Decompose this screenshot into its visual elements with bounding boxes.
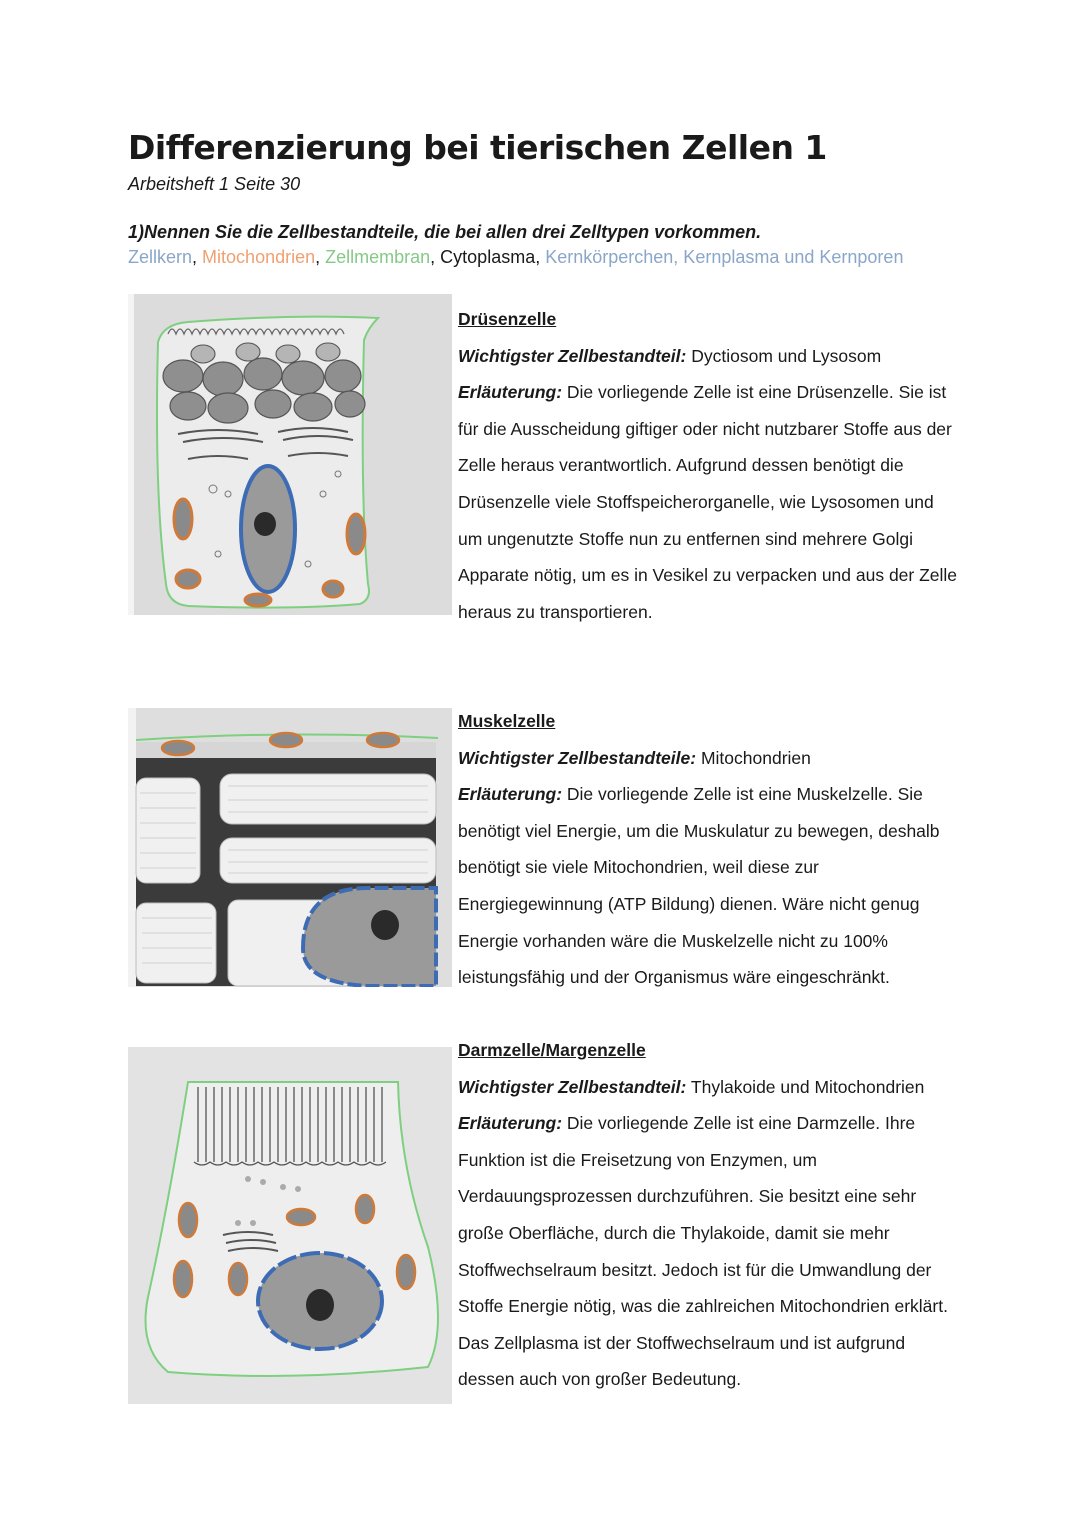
muscle-cell-part (458, 740, 958, 777)
gland-cell-part (458, 338, 958, 375)
intestinal-cell-part (458, 1069, 958, 1106)
answer-cytoplasma: Cytoplasma (440, 247, 536, 267)
answer-kernbestandteile: Kernkörperchen, Kernplasma und Kernporen (545, 247, 904, 267)
muscle-cell-part-label: Wichtigster Zellbestandteile: (458, 747, 697, 768)
muscle-cell-explanation (458, 776, 958, 996)
intestinal-cell-explanation (458, 1105, 958, 1398)
gland-cell-text (458, 301, 958, 630)
gland-cell-part-label: Wichtigster Zellbestandteil: (458, 345, 687, 366)
gland-cell-heading: Drüsenzelle (458, 309, 557, 329)
intestinal-cell-heading: Darmzelle/Margenzelle (458, 1040, 646, 1060)
answer-separator: , (315, 247, 326, 267)
answer-separator: , (430, 247, 441, 267)
gland-cell-drawing (128, 294, 452, 615)
question-1: 1)Nennen Sie die Zellbestandteile, die bei allen drei Zelltypen vorkommen. (128, 222, 762, 242)
muscle-cell-text (458, 703, 958, 996)
intestinal-cell-text (458, 1032, 958, 1398)
intestinal-cell-part-value: Thylakoide und Mitochondrien (686, 1076, 925, 1097)
muscle-cell-part-value: Mitochondrien (696, 747, 811, 768)
gland-cell-explanation (458, 374, 958, 630)
muscle-cell-drawing (128, 708, 452, 987)
muscle-cell-expl-text: Die vorliegende Zelle ist eine Muskelzelle. Sie benötigt viel Energie, um die Muskulatur zu bewegen, deshalb benötigt sie viele Mitochondrien, weil diese zur Energiegewinnung (ATP Bildung) dienen. Wäre nicht genug Energie vorhanden wäre die Muskelzelle nicht zu 100% leistungsfähig und der Organismus wäre eingeschränkt. (458, 784, 940, 988)
gland-cell-expl-label: Erläuterung: (458, 382, 563, 403)
page-title: Differenzierung bei tierischen Zellen 1 (128, 128, 827, 167)
page-subtitle: Arbeitsheft 1 Seite 30 (128, 174, 301, 194)
intestinal-cell-part-label: Wichtigster Zellbestandteil: (458, 1076, 687, 1097)
answer-zellmembran: Zellmembran (325, 247, 431, 267)
answer-mitochondrien: Mitochondrien (202, 247, 316, 267)
intestinal-cell-expl-label: Erläuterung: (458, 1113, 563, 1134)
answer-separator: , (192, 247, 203, 267)
answer-1 (128, 247, 903, 268)
muscle-cell-expl-label: Erläuterung: (458, 784, 563, 805)
answer-separator: , (535, 247, 546, 267)
intestinal-cell-expl-text: Die vorliegende Zelle ist eine Darmzelle. Ihre Funktion ist die Freisetzung von Enzymen, um Verdauungsprozessen durchzuführen. Sie besitzt eine sehr große Oberfläche, durch die Thylakoide, damit sie mehr Stoffwechselraum besitzt. Jedoch ist für die Umwandlung der Stoffe Energie nötig, was die zahlreichen Mitochondrien erklärt. Das Zellplasma ist der Stoffwechselraum und ist aufgrund dessen auch von großer Bedeutung. (458, 1113, 948, 1390)
muscle-cell-heading: Muskelzelle (458, 711, 556, 731)
answer-zellkern: Zellkern (128, 247, 193, 267)
gland-cell-part-value: Dyctiosom und Lysosom (686, 345, 882, 366)
gland-cell-expl-text: Die vorliegende Zelle ist eine Drüsenzelle. Sie ist für die Ausscheidung giftiger oder nicht nutzbarer Stoffe aus der Zelle heraus verantwortlich. Aufgrund dessen benötigt die Drüsenzelle viele Stoffspeicherorganelle, wie Lysosomen und um ungenutzte Stoffe nun zu entfernen sind mehrere Golgi Apparate nötig, um es in Vesikel zu verpacken und aus der Zelle heraus zu transportieren. (458, 382, 958, 622)
intestinal-cell-drawing (128, 1047, 452, 1404)
